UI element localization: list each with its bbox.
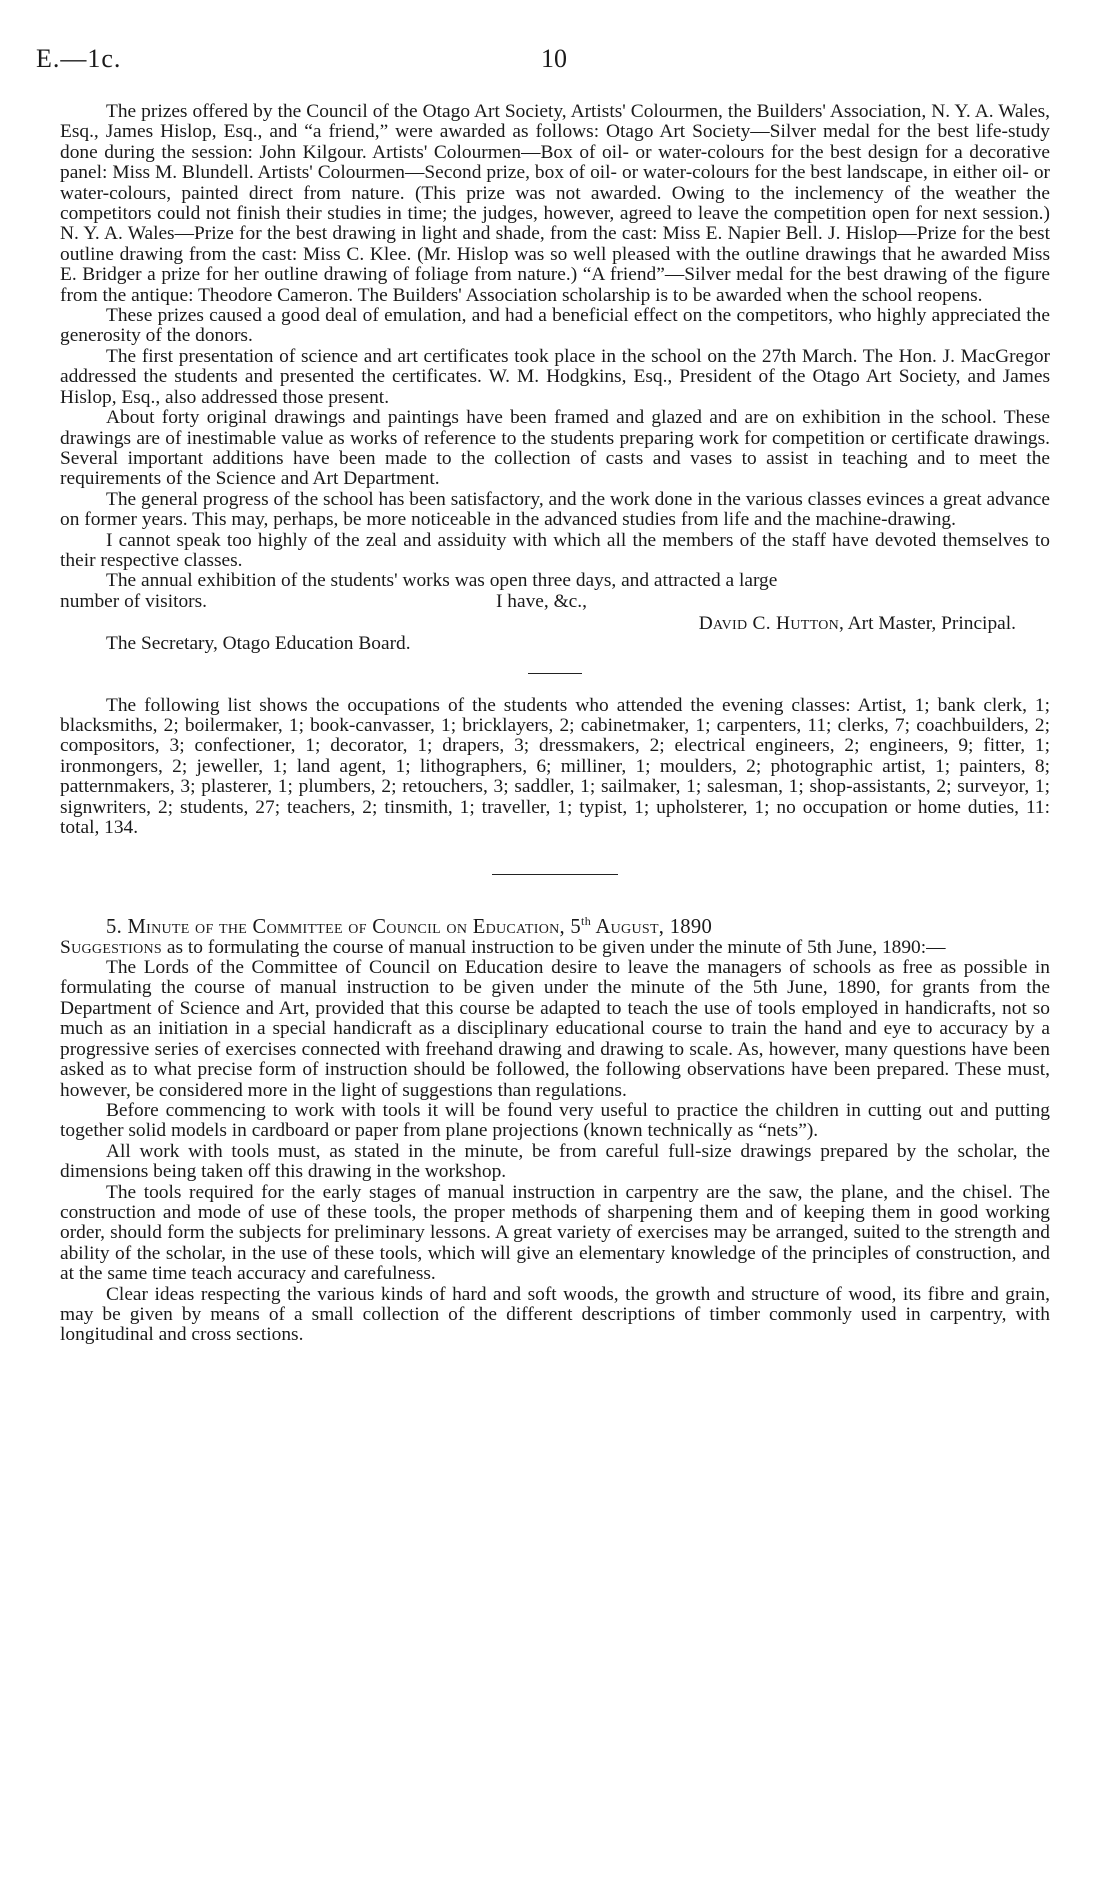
section-heading-suffix: August, 1890 (591, 916, 713, 939)
lords-paragraph: The Lords of the Committee of Council on Education desire to leave the managers of schools as free as possible in formulating the course of manual instruction to be given under the minute of the 5th June, 1890, for grants from the Department of Science and Art, provided that this course be adapted to teach the use of tools employed in handicrafts, not so much as an initiation in a special handicraft as a disciplinary educational course to train the hand and eye to accuracy by a progressive series of exercises connected with freehand drawing and drawing to scale. As, however, many questions have been asked as to what precise form of instruction should be followed, the following observations have been prepared. These must, however, be considered more in the light of suggestions than regulations. (60, 957, 1050, 1101)
i-have-text: I have, &c., (496, 590, 587, 612)
woods-paragraph: Clear ideas respecting the various kinds of hard and soft woods, the growth and structure of wood, its fibre and grain, may be given by means of a small collection of the different descriptions of timber commonly used in carpentry, with longitudinal and cross sections. (60, 1283, 1050, 1346)
report-body (60, 102, 1050, 1346)
signatory-name: David C. Hutton (698, 612, 840, 634)
signature-line (60, 614, 1050, 634)
occupations-paragraph: The following list shows the occupations of the students who attended the evening classes: Artist, 1; bank clerk, 1; blacksmiths, 2; boilermaker, 1; book-canvasser, 1; bricklayers, 2; cabinetmaker, 1; carpenters, 11; clerks, 7; coachbuilders, 2; compositors, 3; confectioner, 1; decorator, 1; drapers, 3; dressmakers, 2; electrical engineers, 2; engineers, 9; fitter, 1; ironmongers, 2; jeweller, 1; land agent, 1; lithographers, 6; milliner, 1; moulders, 2; photographic artist, 1; painters, 8; patternmakers, 3; plasterer, 1; plumbers, 2; retouchers, 3; saddler, 1; sailmaker, 1; salesman, 1; shop-assistants, 2; surveyor, 1; signwriters, 2; students, 27; teachers, 2; tinsmith, 1; traveller, 1; typist, 1; upholsterer, 1; no occupation or home duties, 11: total, 134. (60, 694, 1050, 838)
closing-line (60, 592, 1050, 614)
section-heading-prefix: 5. Minute of the Committee of Council on Education, 5 (106, 916, 582, 939)
suggestions-lead (60, 938, 1050, 958)
page-header (36, 44, 1078, 80)
divider-long (492, 874, 618, 875)
models-paragraph: Before commencing to work with tools it will be found very useful to practice the children in cutting out and putting together solid models in cardboard or paper from plane projections (known technically as “nets”). (60, 1099, 1050, 1142)
drawings-tools-paragraph: All work with tools must, as stated in the minute, be from careful full-size drawings prepared by the scholar, the dimensions being taken off this drawing in the workshop. (60, 1140, 1050, 1183)
tools-paragraph: The tools required for the early stages of manual instruction in carpentry are the saw, the plane, and the chisel. The construction and mode of use of these tools, the proper methods of sharpening them and of keeping them in good working order, should form the subjects for preliminary lessons. A great variety of exercises may be arranged, suited to the strength and ability of the scholar, in the use of these tools, which will give an elementary knowledge of the principles of construction, and at the same time teach accuracy and carefulness. (60, 1181, 1050, 1285)
staff-paragraph: I cannot speak too highly of the zeal and assiduity with which all the members of the staff have devoted themselves to their respective classes. (60, 529, 1050, 571)
section-heading (60, 911, 1050, 937)
visitors-text: number of visitors. (60, 590, 208, 612)
divider-short (528, 673, 582, 674)
addressee: The Secretary, Otago Education Board. (106, 633, 411, 655)
section-heading-ordinal: th (581, 914, 592, 929)
prizes-paragraph: The prizes offered by the Council of the Otago Art Society, Artists' Colourmen, the Builders' Association, N. Y. A. Wales, Esq., James Hislop, Esq., and “a friend,” were awarded as follows: Otago Art Society—Silver medal for the best life-study done during the session: John Kilgour. Artists' Colourmen—Box of oil- or water-colours for the best design for a decorative panel: Miss M. Blundell. Artists' Colourmen—Second prize, box of oil- or water-colours for the best landscape, in either oil- or water-colours, painted direct from nature. (This prize was not awarded. Owing to the inclemency of the weather the competitors could not finish their studies in time; the judges, however, agreed to leave the competition open for next session.) N. Y. A. Wales—Prize for the best drawing in light and shade, from the cast: Miss E. Napier Bell. J. Hislop—Prize for the best outline drawing from the cast: Miss C. Klee. (Mr. Hislop was so well pleased with the outline drawings that he awarded Miss E. Bridger a prize for her outline drawing of foliage from nature.) “A friend”—Silver medal for the best drawing of the figure from the antique: Theodore Cameron. The Builders' Association scholarship is to be awarded when the school reopens. (60, 101, 1050, 306)
suggestions-lead-word: Suggestions (60, 936, 162, 958)
certificates-paragraph: The first presentation of science and art certificates took place in the school on the 27th March. The Hon. J. MacGregor addressed the students and presented the certificates. W. M. Hodgkins, Esq., President of the Otago Art Society, and James Hislop, Esq., also addressed those present. (60, 345, 1050, 408)
exhibition-paragraph: The annual exhibition of the students' works was open three days, and attracted a large (106, 570, 778, 592)
emulation-paragraph: These prizes caused a good deal of emulation, and had a beneficial effect on the competitors, who highly appreciated the generosity of the donors. (60, 305, 1050, 347)
drawings-paragraph: About forty original drawings and paintings have been framed and glazed and are on exhibition in the school. These drawings are of inestimable value as works of reference to the students preparing work for competition or certificate drawings. Several important additions have been made to the collection of casts and vases to assist in teaching and to meet the requirements of the Science and Art Department. (60, 407, 1050, 490)
signatory-title: , Art Master, Principal. (839, 612, 1016, 634)
progress-paragraph: The general progress of the school has been satisfactory, and the work done in the various classes evinces a great advance on former years. This may, perhaps, be more noticeable in the advanced studies from life and the machine-drawing. (60, 488, 1050, 531)
suggestions-lead-rest: as to formulating the course of manual instruction to be given under the minute of 5th June, 1890:— (161, 936, 946, 958)
page-number: 10 (541, 44, 567, 73)
document-reference: E.—1c. (36, 44, 122, 73)
